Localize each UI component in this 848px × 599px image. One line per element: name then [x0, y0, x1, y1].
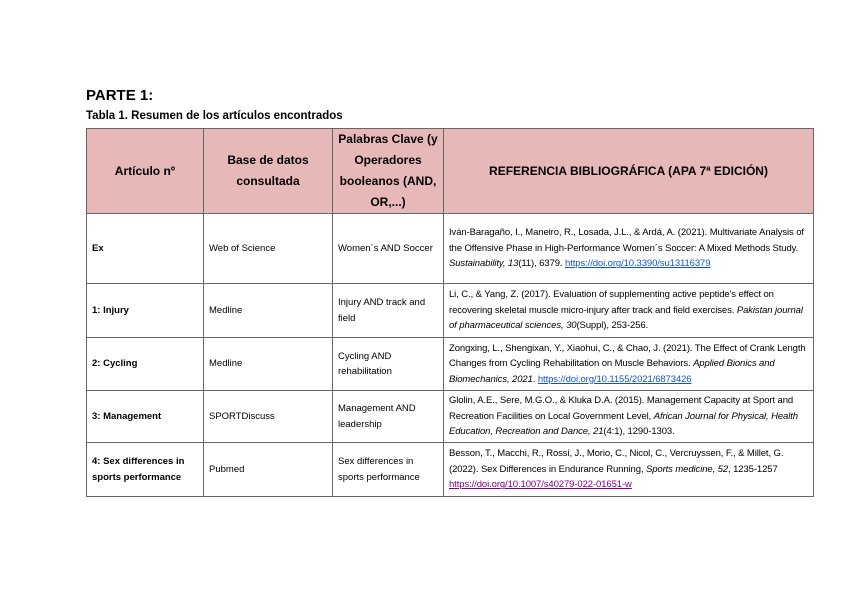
cell-base-datos: Pubmed [204, 443, 333, 497]
ref-journal: Sustainability, 13 [449, 258, 519, 270]
cell-articulo: 2: Cycling [87, 338, 204, 391]
cell-referencia [444, 214, 814, 284]
header-referencia: REFERENCIA BIBLIOGRÁFICA (APA 7ª EDICIÓN) [444, 129, 814, 214]
cell-palabras-clave: Injury AND track and field [333, 284, 444, 338]
cell-palabras-clave: Management AND leadership [333, 391, 444, 443]
table-caption: Tabla 1. Resumen de los artículos encontrados [86, 110, 343, 122]
cell-articulo: 3: Management [87, 391, 204, 443]
section-title: PARTE 1: [86, 87, 154, 104]
header-palabras-clave: Palabras Clave (y Operadores booleanos (AND, OR,...) [333, 129, 444, 214]
header-articulo: Artículo nº [87, 129, 204, 214]
cell-articulo: 4: Sex differences in sports performance [87, 443, 204, 497]
header-base-datos: Base de datos consultada [204, 129, 333, 214]
ref-journal: Sports medicine, 52 [645, 463, 729, 475]
cell-base-datos: Medline [204, 284, 333, 338]
cell-base-datos: SPORTDiscuss [204, 391, 333, 443]
cell-base-datos: Web of Science [204, 214, 333, 284]
ref-doi-link[interactable]: https://doi.org/10.1007/s40279-022-01651-w [449, 479, 632, 491]
table-row [87, 214, 814, 284]
ref-tail: (11), 6379. [518, 258, 566, 270]
table-row [87, 284, 814, 338]
ref-text: Iván-Baragaño, I., Maneiro, R., Losada, J.L., & Ardá, A. (2021). Multivariate Analysis of the Offensive Phase in High-Performance Women´s Soccer: A Mixed Methods Study. [449, 227, 804, 254]
ref-journal: African Journal for Physical, Health Education, Recreation and Dance, 21 [449, 410, 798, 438]
cell-articulo: Ex [87, 214, 204, 284]
table-header-row [87, 129, 814, 214]
cell-palabras-clave: Women´s AND Soccer [333, 214, 444, 284]
cell-palabras-clave: Sex differences in sports performance [333, 443, 444, 497]
summary-table [86, 128, 814, 497]
cell-articulo: 1: Injury [87, 284, 204, 338]
cell-referencia [444, 284, 814, 338]
ref-tail: . [532, 373, 538, 385]
ref-journal: Applied Bionics and Biomechanics, 2021 [449, 358, 775, 385]
cell-base-datos: Medline [204, 338, 333, 391]
ref-text: Zongxing, L., Shengixan, Y., Xiaohui, C., & Chao, J. (2021). The Effect of Crank Length Changes from Cycling Rehabilitation on Muscle Behaviors. [449, 342, 806, 370]
ref-tail: , 1235-1257 [728, 463, 778, 475]
table-row [87, 443, 814, 497]
ref-text: Glolin, A.E., Sere, M.G.O., & Kluka D.A. (2015). Management Capacity at Sport and Recreation Facilities on Local Government Level, [449, 395, 794, 422]
ref-tail: (Suppl), 253-256. [576, 320, 649, 332]
table-row [87, 391, 814, 443]
cell-referencia [444, 338, 814, 391]
ref-doi-link[interactable]: https://doi.org/10.3390/su13116379 [565, 258, 711, 270]
cell-palabras-clave: Cycling AND rehabilitation [333, 338, 444, 391]
table-row [87, 338, 814, 391]
ref-doi-link[interactable]: https://doi.org/10.1155/2021/6873426 [537, 373, 692, 385]
cell-referencia [444, 443, 814, 497]
ref-journal: Pakistan journal of pharmaceutical sciences, 30 [449, 304, 803, 332]
ref-tail: (4:1), 1290-1303. [603, 426, 675, 438]
ref-text: Li, C., & Yang, Z. (2017). Evaluation of supplementing active peptide's effect on recovering skeletal muscle micro-injury after track and field exercises. [449, 289, 774, 316]
cell-referencia [444, 391, 814, 443]
ref-text: Besson, T., Macchi, R., Rossi, J., Morio, C., Nicol, C., Vercruyssen, F., & Millet, G. (2022). Sex Differences in Endurance Running, [449, 448, 784, 475]
